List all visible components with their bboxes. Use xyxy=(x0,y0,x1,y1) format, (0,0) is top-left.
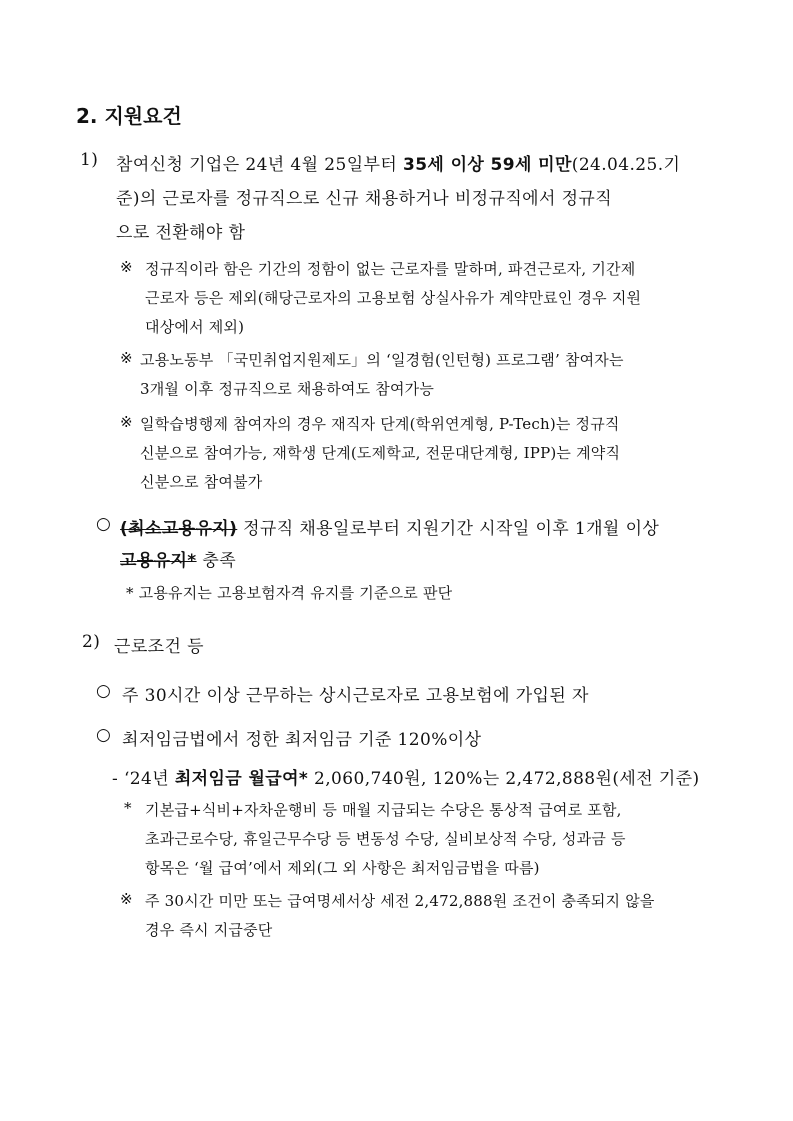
item1-line2: 준)의 근로자를 정규직으로 신규 채용하거나 비정규직에서 정규직 xyxy=(116,189,613,209)
item2-bullet2-text: 최저임금법에서 정한 최저임금 기준 120%이상 xyxy=(122,730,482,750)
stop-note-line2: 경우 즉시 지급중단 xyxy=(145,921,273,939)
note3-line2: 신분으로 참여가능, 재학생 단계(도제학교, 전문대단계형, IPP)는 계약직 xyxy=(140,444,621,462)
employment-retention-term: 고용유지* xyxy=(120,551,197,571)
min-employment-bullet: ○ xyxy=(96,514,112,534)
min-employment-footnote: * 고용유지는 고용보험자격 유지를 기준으로 판단 xyxy=(126,584,453,602)
item1-age-range: 35세 이상 59세 미만 xyxy=(402,155,572,175)
note3-line1: 일학습병행제 참여자의 경우 재직자 단계(학위연계형, P-Tech)는 정규직 xyxy=(140,415,620,433)
min-employment-label: (최소고용유지) xyxy=(120,519,238,539)
note1-line3: 대상에서 제외) xyxy=(145,318,245,336)
item2-bullet1-mark: ○ xyxy=(96,681,112,701)
item2-bullet2-mark: ○ xyxy=(96,725,112,745)
wage-dash: - xyxy=(112,769,119,789)
stop-note-mark: ※ xyxy=(120,890,133,908)
item2-number: 2) xyxy=(82,632,101,652)
wage-note-line2: 초과근로수당, 휴일근무수당 등 변동성 수당, 실비보상적 수당, 성과금 등 xyxy=(145,830,626,848)
item2-title: 근로조건 등 xyxy=(114,637,204,657)
wage-note-line3: 항목은 ‘월 급여’에서 제외(그 외 사항은 최저임금법을 따름) xyxy=(145,859,540,877)
note3-line3: 신분으로 참여불가 xyxy=(140,473,263,491)
wage-line xyxy=(112,764,700,789)
note2-line2: 3개월 이후 정규직으로 채용하여도 참여가능 xyxy=(140,380,435,398)
stop-note-line1: 주 30시간 미만 또는 급여명세서상 세전 2,472,888원 조건이 충족되지 않을 xyxy=(145,892,655,910)
min-employment-line1 xyxy=(120,514,659,539)
section-number: 2. xyxy=(76,104,98,128)
note1-line2: 근로자 등은 제외(해당근로자의 고용보험 상실사유가 계약만료인 경우 지원 xyxy=(145,289,642,307)
wage-note-mark: * xyxy=(124,799,132,817)
item1-line1 xyxy=(116,150,680,175)
item1-number: 1) xyxy=(80,150,99,170)
item1-line3: 으로 전환해야 함 xyxy=(116,223,246,243)
item2-bullet1-text: 주 30시간 이상 근무하는 상시근로자로 고용보험에 가입된 자 xyxy=(122,686,589,706)
min-employment-line2-rest: 충족 xyxy=(196,551,237,571)
wage-amounts: 2,060,740원, 120%는 2,472,888원(세전 기준) xyxy=(308,769,700,789)
section-title: 지원요건 xyxy=(104,104,182,128)
item1-date-ref: (24.04.25.기 xyxy=(571,155,681,175)
note2-line1: 고용노동부 「국민취업지원제도」의 ‘일경험(인턴형) 프로그램’ 참여자는 xyxy=(140,351,624,369)
section-heading xyxy=(76,100,182,129)
note3-mark: ※ xyxy=(120,413,133,431)
min-employment-text: 정규직 채용일로부터 지원기간 시작일 이후 1개월 이상 xyxy=(237,519,660,539)
min-wage-monthly-label: 최저임금 월급여* xyxy=(174,769,309,789)
wage-year: ‘24년 xyxy=(123,769,175,789)
min-employment-line2 xyxy=(120,546,236,571)
note1-mark: ※ xyxy=(120,258,133,276)
item1-line1-text: 참여신청 기업은 24년 4월 25일부터 xyxy=(116,155,403,175)
note1-line1: 정규직이라 함은 기간의 정함이 없는 근로자를 말하며, 파견근로자, 기간제 xyxy=(145,260,636,278)
note2-mark: ※ xyxy=(120,349,133,367)
wage-note-line1: 기본급+식비+자차운행비 등 매월 지급되는 수당은 통상적 급여로 포함, xyxy=(145,801,622,819)
